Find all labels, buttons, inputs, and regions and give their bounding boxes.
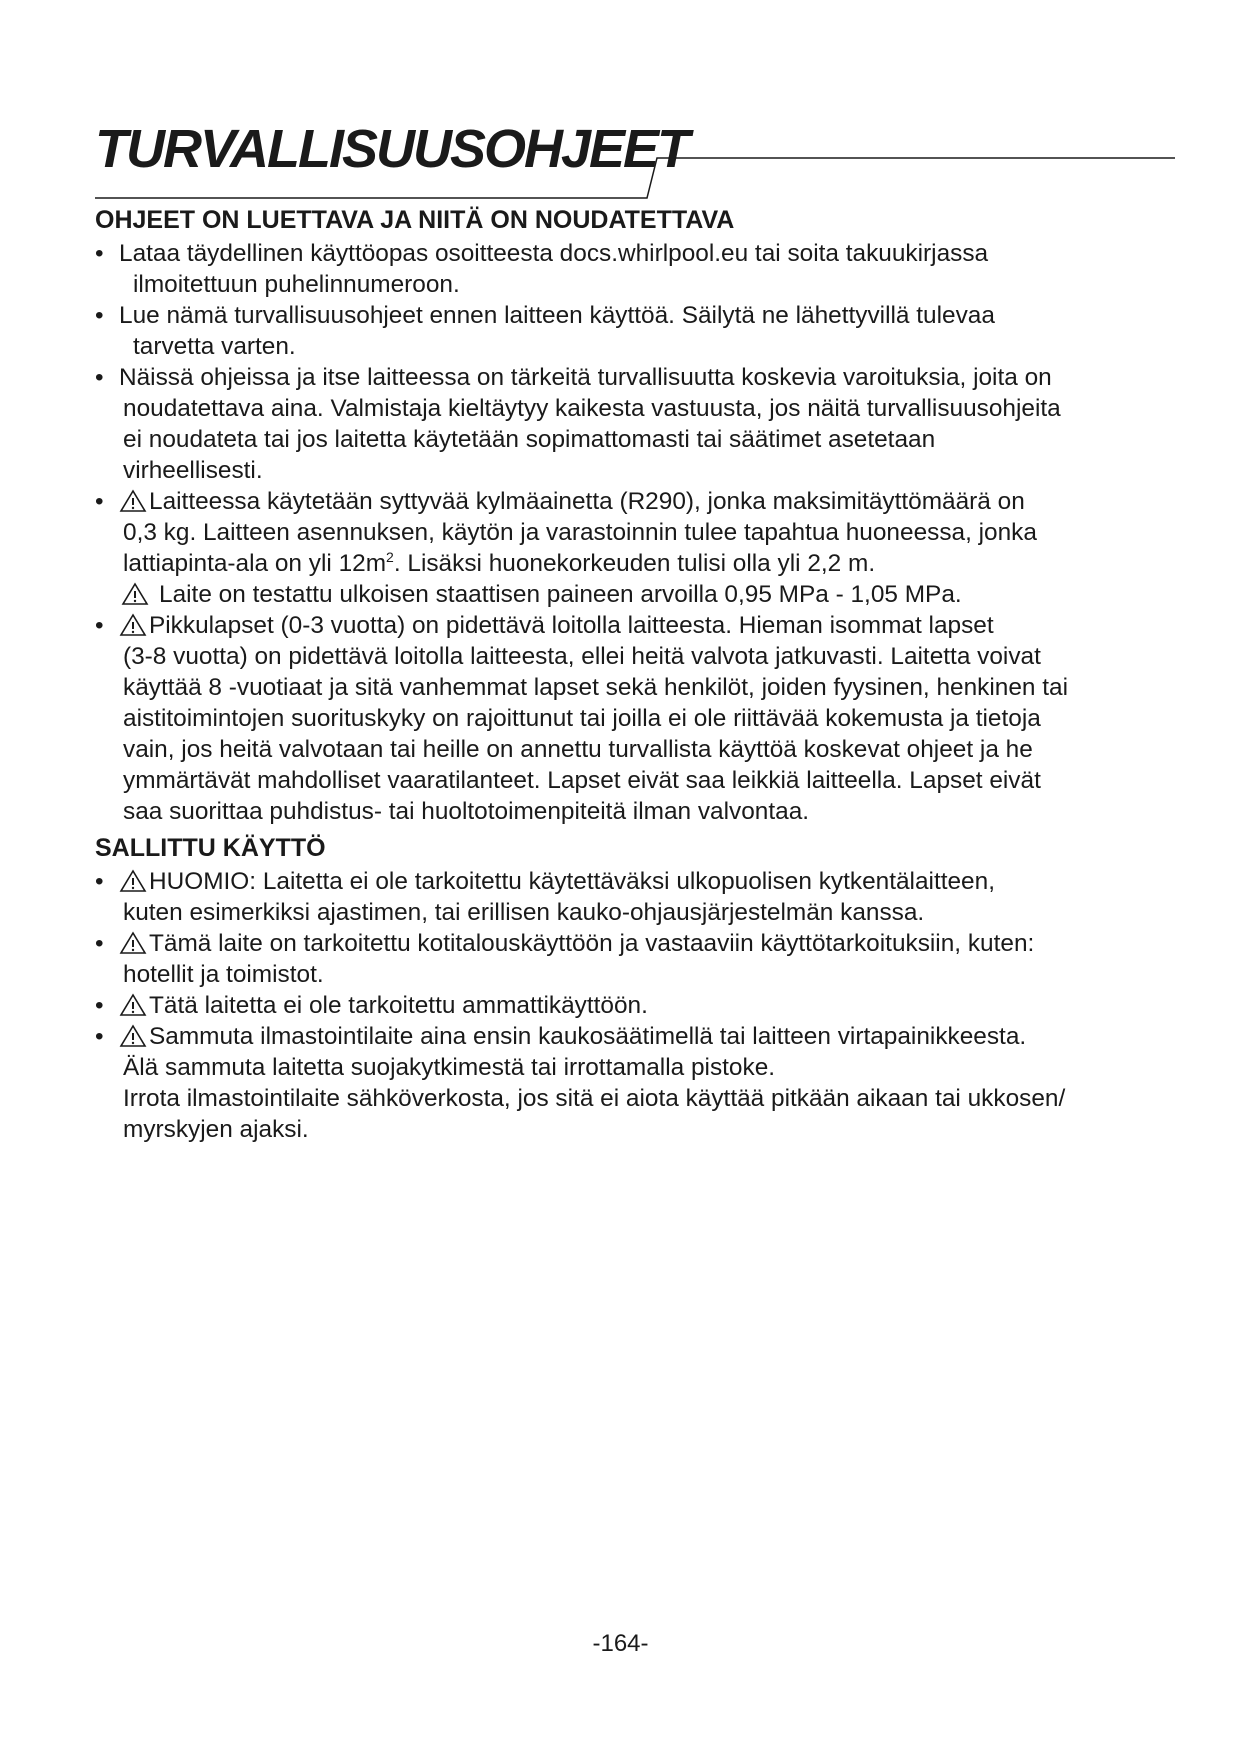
item-line <box>119 866 1165 897</box>
item-line <box>119 928 1165 959</box>
section-heading: SALLITTU KÄYTTÖ <box>95 834 326 862</box>
item-text: Pikkulapset (0-3 vuotta) on pidettävä loitolla laitteesta. Hieman isommat lapset <box>149 612 994 639</box>
item-text: HUOMIO: Laitetta ei ole tarkoitettu käytettäväksi ulkopuolisen kytkentälaitteen, <box>149 868 995 895</box>
warning-triangle-icon <box>119 993 147 1017</box>
list-item <box>95 990 1165 1021</box>
item-line: aistitoimintojen suorituskyky on rajoittunut tai joilla ei ole riittävää kokemusta ja tietoja <box>123 705 1041 732</box>
bullet: • <box>95 240 104 267</box>
item-line: myrskyjen ajaksi. <box>123 1116 309 1143</box>
item-text: Tämä laite on tarkoitettu kotitalouskäyttöön ja vastaaviin käyttötarkoituksiin, kuten: <box>149 930 1035 957</box>
item-line: ymmärtävät mahdolliset vaaratilanteet. Lapset eivät saa leikkiä laitteella. Lapset eivät <box>123 767 1041 794</box>
item-line: ei noudateta tai jos laitetta käytetään sopimattomasti tai säätimet asetetaan <box>123 426 936 453</box>
item-line <box>119 486 1165 517</box>
item-line: Näissä ohjeissa ja itse laitteessa on tärkeitä turvallisuutta koskevia varoituksia, joita on <box>119 364 1052 391</box>
item-line: Lataa täydellinen käyttöopas osoitteesta docs.whirlpool.eu tai soita takuukirjassa <box>119 240 989 267</box>
page-title: TURVALLISUUSOHJEET <box>95 119 689 179</box>
list-item <box>95 928 1165 990</box>
bullet: • <box>95 868 104 895</box>
list-item <box>95 610 1165 827</box>
item-line <box>119 548 1165 579</box>
warning-triangle-icon <box>119 1024 147 1048</box>
warning-triangle-icon <box>119 613 147 637</box>
item-line: Irrota ilmastointilaite sähköverkosta, jos sitä ei aiota käyttää pitkään aikaan tai ukkosen/ <box>123 1085 1066 1112</box>
section-heading: OHJEET ON LUETTAVA JA NIITÄ ON NOUDATETTAVA <box>95 206 735 234</box>
item-text: Sammuta ilmastointilaite aina ensin kaukosäätimellä tai laitteen virtapainikkeesta. <box>149 1023 1027 1050</box>
page-number: -164- <box>592 1630 649 1657</box>
list-item <box>95 486 1165 610</box>
superscript: 2 <box>386 549 394 565</box>
item-line: noudatettava aina. Valmistaja kieltäytyy kaikesta vastuusta, jos näitä turvallisuusohjeita <box>123 395 1061 422</box>
item-text: lattiapinta-ala on yli 12m <box>123 550 387 577</box>
bullet: • <box>95 992 104 1019</box>
bullet: • <box>95 302 104 329</box>
item-line: saa suorittaa puhdistus- tai huoltotoimenpiteitä ilman valvontaa. <box>123 798 810 825</box>
sub-warning-line <box>119 579 1165 610</box>
bullet: • <box>95 364 104 391</box>
title-block <box>95 118 1175 208</box>
item-line: käyttää 8 -vuotiaat ja sitä vanhemmat lapset sekä henkilöt, joiden fyysinen, henkinen tai <box>123 674 1069 701</box>
warning-triangle-icon <box>121 582 149 606</box>
item-line: kuten esimerkiksi ajastimen, tai erillisen kauko-ohjausjärjestelmän kanssa. <box>123 899 925 926</box>
list-item <box>95 362 1165 486</box>
item-line <box>119 610 1165 641</box>
item-line: 0,3 kg. Laitteen asennuksen, käytön ja varastoinnin tulee tapahtua huoneessa, jonka <box>123 519 1037 546</box>
item-line: Älä sammuta laitetta suojakytkimestä tai irrottamalla pistoke. <box>123 1054 776 1081</box>
warning-triangle-icon <box>119 931 147 955</box>
list-item <box>95 1021 1165 1145</box>
item-line: Lue nämä turvallisuusohjeet ennen laitteen käyttöä. Säilytä ne lähettyvillä tulevaa <box>119 302 995 329</box>
list-item <box>95 300 1165 362</box>
sub-warning-text: Laite on testattu ulkoisen staattisen paineen arvoilla 0,95 MPa - 1,05 MPa. <box>159 581 962 608</box>
item-line: ilmoitettuun puhelinnumeroon. <box>133 271 460 298</box>
item-line: vain, jos heitä valvotaan tai heille on annettu turvallista käyttöä koskevat ohjeet ja he <box>123 736 1033 763</box>
list-item <box>95 866 1165 928</box>
item-text: . Lisäksi huonekorkeuden tulisi olla yli 2,2 m. <box>393 550 876 577</box>
bullet: • <box>95 930 104 957</box>
warning-triangle-icon <box>119 489 147 513</box>
bullet: • <box>95 488 104 515</box>
bullet: • <box>95 612 104 639</box>
item-text: Laitteessa käytetään syttyvää kylmäainetta (R290), jonka maksimitäyttömäärä on <box>149 488 1025 515</box>
bullet: • <box>95 1023 104 1050</box>
list-item <box>95 238 1165 300</box>
warning-triangle-icon <box>119 869 147 893</box>
item-line: (3-8 vuotta) on pidettävä loitolla laitteesta, ellei heitä valvota jatkuvasti. Laitetta voivat <box>123 643 1041 670</box>
item-line <box>119 1021 1165 1052</box>
item-line <box>119 990 1165 1021</box>
instruction-list <box>95 866 1165 1145</box>
item-line: virheellisesti. <box>123 457 263 484</box>
item-line: hotellit ja toimistot. <box>123 961 324 988</box>
content <box>95 205 1165 1145</box>
instruction-list <box>95 238 1165 827</box>
item-text: Tätä laitetta ei ole tarkoitettu ammattikäyttöön. <box>149 992 648 1019</box>
item-line: tarvetta varten. <box>133 333 296 360</box>
